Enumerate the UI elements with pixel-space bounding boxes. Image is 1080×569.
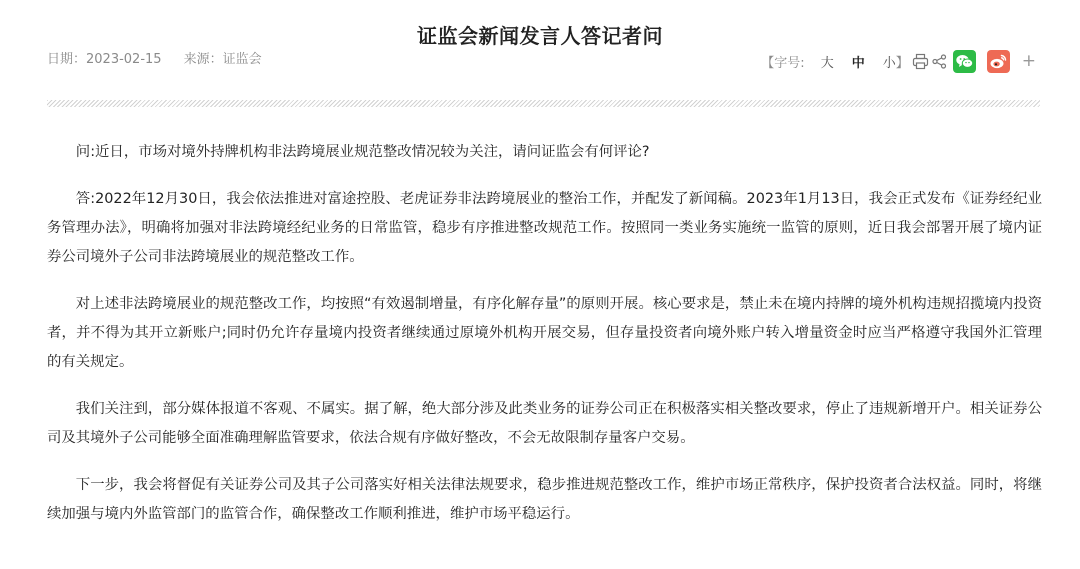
hatched-divider (47, 100, 1040, 107)
font-size-medium-button[interactable]: 中 (851, 55, 865, 71)
print-icon[interactable] (912, 53, 929, 70)
font-size-label: 【字号: (761, 55, 805, 71)
share-icon[interactable] (932, 54, 947, 69)
font-size-small-button[interactable]: 小 (882, 55, 896, 71)
more-share-plus-icon[interactable]: + (1021, 50, 1036, 71)
article-toolbar (761, 50, 1036, 72)
font-size-bracket: 】 (895, 55, 909, 71)
article-body (47, 138, 1042, 547)
wechat-share-icon[interactable] (953, 50, 976, 73)
paragraph-next-steps: 下一步，我会将督促有关证券公司及其子公司落实好相关法律法规要求，稳步推进规范整改工作，维护市场正常秩序，保护投资者合法权益。同时，将继续加强与境内外监管部门的监管合作，确保整改工作顺利推进，维护市场平稳运行。 (47, 477, 1042, 522)
paragraph-question: 问:近日，市场对境外持牌机构非法跨境展业规范整改情况较为关注，请问证监会有何评论? (75, 144, 650, 160)
article-meta (47, 51, 262, 69)
page-title: 证监会新闻发言人答记者问 (417, 24, 663, 48)
paragraph-requirements: 对上述非法跨境展业的规范整改工作，均按照“有效遏制增量，有序化解存量”的原则开展。核心要求是，禁止未在境内持牌的境外机构违规招揽境内投资者，并不得为其开立新账户;同时仍允许存量境内投资者继续通过原境外机构开展交易，但存量投资者向境外账户转入增量资金时应当严格遵守我国外汇管理的有关规定。 (47, 296, 1042, 370)
publish-date: 日期：2023-02-15 (47, 52, 162, 67)
weibo-share-icon[interactable] (987, 50, 1010, 73)
article-source: 来源：证监会 (183, 52, 262, 67)
paragraph-media-reports: 我们关注到，部分媒体报道不客观、不属实。据了解，绝大部分涉及此类业务的证券公司正在积极落实相关整改要求，停止了违规新增开户。相关证券公司及其境外子公司能够全面准确理解监管要求，依法合规有序做好整改，不会无故限制存量客户交易。 (47, 401, 1042, 446)
font-size-large-button[interactable]: 大 (820, 55, 834, 71)
paragraph-answer: 答:2022年12月30日，我会依法推进对富途控股、老虎证券非法跨境展业的整治工作，并配发了新闻稿。2023年1月13日，我会正式发布《证券经纪业务管理办法》，明确将加强对非法跨境经纪业务的日常监管，稳步有序推进整改规范工作。按照同一类业务实施统一监管的原则，近日我会部署开展了境内证券公司境外子公司非法跨境展业的规范整改工作。 (47, 191, 1042, 265)
